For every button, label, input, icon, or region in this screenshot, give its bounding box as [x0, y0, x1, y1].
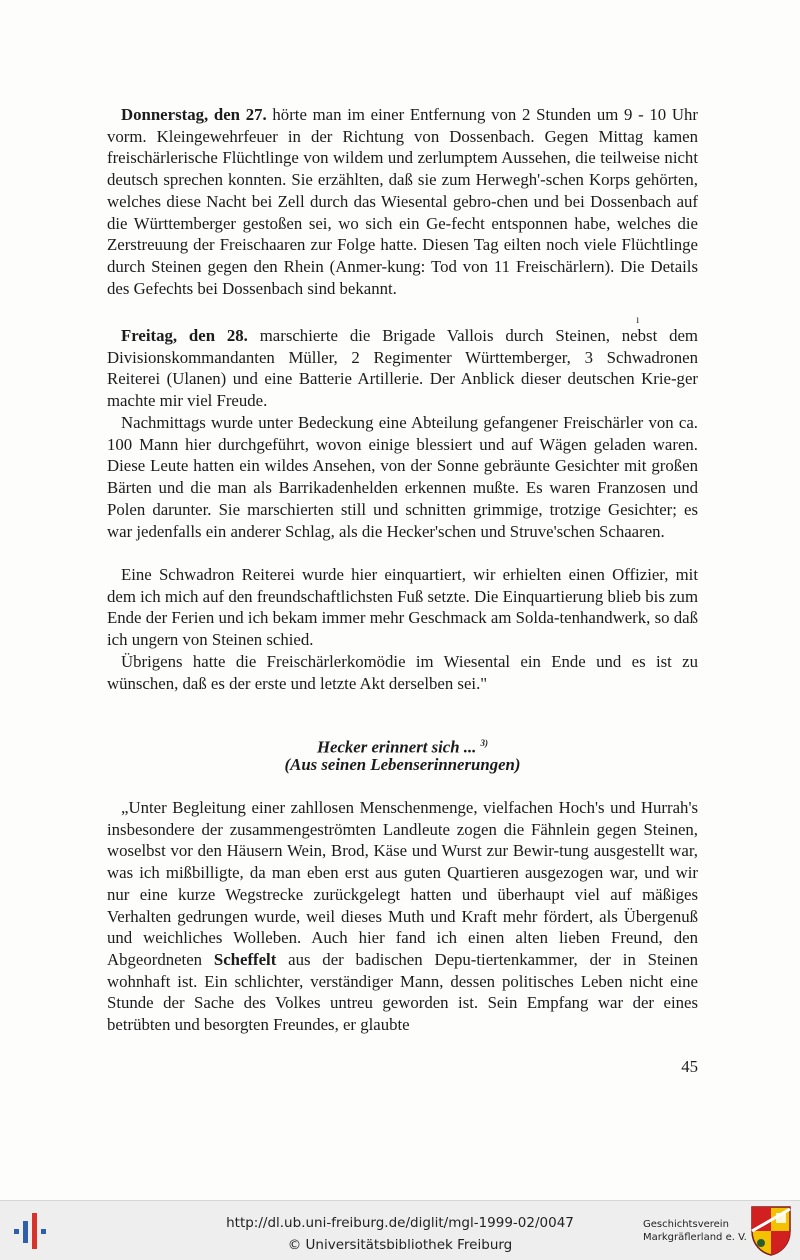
paragraph-text: aus der badischen Depu-tiertenkammer, der in Steinen wohnhaft ist. Ein schlichter, verständiger Mann, dessen politisches Leben nicht eine Stunde der Sache des Volkes untreu geworden ist. Sein Empfang war der eines betrübten und besorgten Freundes, er glaubte: [107, 949, 698, 1035]
paragraph-text: Nachmittags wurde unter Bedeckung eine Abteilung gefangener Freischärler von ca. 100 Mann hier durchgeführt, wovon einige blessiert und auf Wägen geladen waren. Diese Leute hatten ein wildes Ansehen, von der Sonne gebräunte Gesichter mit großen Bärten und die man als Barrikadenhelden erkennen mußte. Es waren Franzosen und Polen darunter. Sie marschierten still und schnitten grimmige, trotzige Gesichter; es war jedenfalls ein anderer Schlag, als die Hecker'schen und Struve'schen Schaaren.: [107, 413, 698, 541]
permalink-url[interactable]: http://dl.ub.uni-freiburg.de/diglit/mgl-1999-02/0047: [226, 1215, 574, 1231]
paragraph-freitag: [107, 325, 698, 412]
paragraph-text: Eine Schwadron Reiterei wurde hier einquartiert, wir erhielten einen Offizier, mit dem ich mich auf den freundschaftlichsten Fuß setzte. Die Einquartierung blieb bis zum Ende der Ferien und ich bekam immer mehr Geschmack am Solda-tenhandwerk, so daß ich ungern von Steinen schied.: [107, 565, 698, 650]
copyright-text: © Universitätsbibliothek Freiburg: [287, 1237, 513, 1253]
paragraph-text: marschierte die Brigade Vallois durch Steinen, nebst dem Divisionskommandanten Müller, 2 Regimenter Württemberger, 3 Schwadronen Reiterei (Ulanen) und eine Batterie Artillerie. Der Anblick dieser deutschen Krie-ger machte mir viel Freude.: [107, 326, 698, 411]
society-name: Geschichtsverein Markgräflerland e. V.: [643, 1219, 747, 1243]
paragraph-donnerstag: [107, 104, 698, 299]
paragraph-nachmittags: [107, 412, 698, 542]
paragraph-uebrigens: [107, 651, 698, 694]
page-number: 45: [681, 1057, 698, 1076]
section-heading: Hecker erinnert sich ... $^{3)}$: [316, 737, 489, 757]
footnote-reference: 3): [480, 738, 489, 748]
date-heading-freitag: Freitag, den 28.: [121, 326, 248, 345]
coat-of-arms-icon[interactable]: [750, 1205, 792, 1257]
section-subheading: (Aus seinen Lebenserinnerungen): [284, 755, 521, 774]
date-heading-donnerstag: Donnerstag, den 27.: [121, 105, 267, 124]
library-logo-icon[interactable]: [12, 1209, 48, 1253]
paragraph-text: hörte man im einer Entfernung von 2 Stunden um 9 - 10 Uhr vorm. Kleingewehrfeuer in der Richtung von Dossenbach. Gegen Mittag kamen freischärlerische Flüchtlinge von wildem und zerlumptem Aussehen, die teilweise nicht deutsch sprechen konnten. Sie erzählten, daß sie zum Herwegh'-schen Korps gehörten, welches diese Nacht bei Zell durch das Wiesental gebro-chen und bei Dossenbach auf die Württemberger gestoßen sei, wo sich ein Ge-fecht entsponnen habe, welches die Zerstreuung der Freischaaren zur Folge hatte. Diesen Tag eilten noch viele Flüchtlinge durch Steinen gegen den Rhein (Anmer-kung: Tod von 11 Freischärlern). Die Details des Gefechts bei Dossenbach sind bekannt.: [107, 105, 698, 298]
paragraph-text: „Unter Begleitung einer zahllosen Menschenmenge, vielfachen Hoch's und Hurrah's insbesondere der zusammengeströmten Landleute zogen die Fähnlein gegen Steinen, woselbst vor den Häusern Wein, Brod, Käse und Wurst zur Bewir-tung ausgestellt war, was ich mißbilligte, da man eben erst aus guten Quartieren ausgezogen war, und wir nur eine kurze Wegstrecke zurückgelegt hatten und überhaupt viel auf mäßiges Verhalten gedrungen wurde, weil dieses Muth und Kraft mehr fördert, als Übergenuß und weichliches Wolleben. Auch hier fand ich einen alten lieben Freund, den Abgeordneten: [107, 798, 698, 969]
margin-mark: ı: [636, 312, 640, 326]
name-scheffelt: Scheffelt: [213, 949, 277, 969]
paragraph-schwadron: [107, 564, 698, 651]
paragraph-text: Übrigens hatte die Freischärlerkomödie im Wiesental ein Ende und es ist zu wünschen, daß es der erste und letzte Akt derselben sei.": [107, 652, 698, 693]
footer-bar: [0, 1200, 800, 1260]
paragraph-hecker-quote: [107, 797, 698, 1036]
